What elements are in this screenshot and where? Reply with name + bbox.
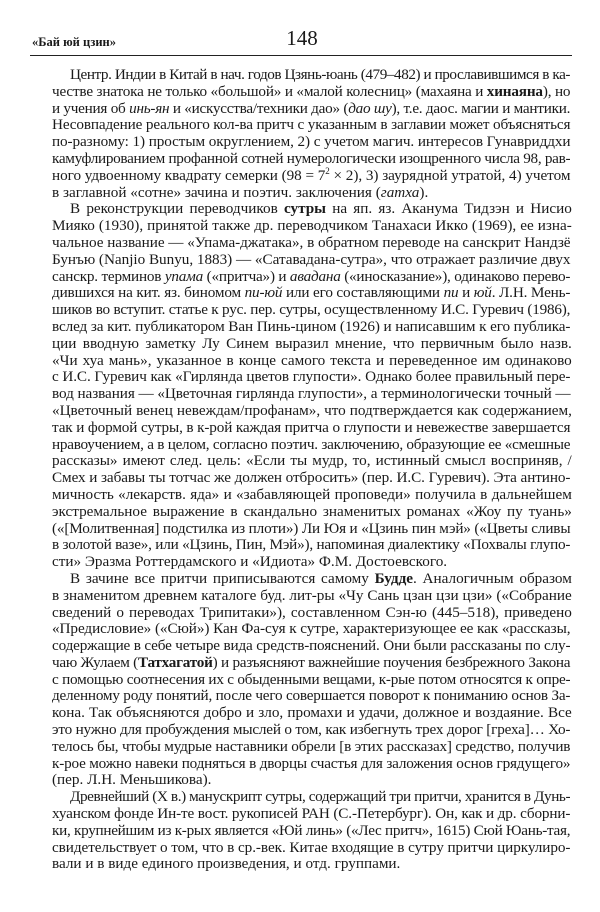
text-line-content — [52, 117, 570, 134]
text-run: по-разному: 1) простым округлением, 2) с учетом магич. интересов Гунавриддхи — [52, 133, 571, 151]
text-line — [52, 134, 572, 151]
text-run: Смех и забавы ты тотчас же должен отбросить» (пер. И.С. Гуревич). Эта антино- — [52, 469, 571, 487]
text-run: ного удвоенному квадрату семерки (98 = 7 — [52, 166, 326, 184]
text-line — [52, 588, 572, 605]
text-line — [52, 101, 572, 118]
text-line-content — [52, 420, 570, 437]
text-line-content — [52, 823, 570, 840]
text-line — [52, 235, 572, 252]
text-run: Бунъю (Nanjio Bunyu, 1883) — «Сатавадана-сутра», что отражает различие двух — [52, 250, 571, 268]
text-run: ). — [419, 183, 429, 201]
text-line — [52, 571, 572, 588]
text-run: . Л.Н. Мень- — [491, 284, 571, 302]
italic-term: пи-юй — [244, 284, 283, 302]
text-run: × 2), 3) заурядной утратой, 4) учетом — [329, 166, 571, 184]
text-line-content — [52, 487, 572, 504]
paragraph — [52, 67, 572, 201]
page-number: 148 — [286, 26, 318, 50]
text-line — [52, 672, 572, 689]
text-line — [52, 201, 572, 218]
text-line — [52, 806, 572, 823]
text-run: рассказы» имеют след. цель: «Если ты мудр, то, истинный смысл восприняв, / — [52, 452, 572, 470]
text-line-content — [52, 521, 570, 538]
italic-term: авадана — [289, 267, 341, 285]
text-line-content — [52, 134, 570, 151]
text-line-content — [52, 84, 570, 101]
bold-term: сутры — [283, 200, 327, 218]
text-line-content — [52, 252, 571, 269]
text-line — [52, 638, 572, 655]
italic-term: гатха — [380, 183, 420, 201]
text-run: сти» Эразма Роттердамского и «Идиота» Ф.М. Достоевского. — [52, 553, 448, 571]
bold-term: хинаяна — [486, 82, 543, 100]
text-line — [52, 84, 572, 101]
text-line — [52, 688, 572, 705]
text-line — [52, 302, 572, 319]
text-run: Мияко (1930), принятой также др. переводчиком Танахаси Икко (1969), ее изна- — [52, 217, 572, 235]
italic-term: юй — [473, 284, 492, 302]
text-line-content — [52, 605, 572, 622]
text-line — [52, 319, 572, 336]
text-line — [52, 856, 572, 873]
text-run: шиков во вступит. статье к рус. пер. сутры, осуществленному И.С. Гуревич (1986), — [52, 301, 571, 319]
text-run: Несовпадение реального кол-ва притч с указанным в заглавии может объясняться — [52, 116, 571, 134]
text-line-content — [52, 554, 447, 571]
text-run: вод названия — «Цветочная гирлянда глупости», а терминологически точный — — [52, 385, 571, 403]
text-run: хуанском фонде Ин-те вост. рукописей РАН (С.-Петербург). Он, как и др. сборни- — [52, 805, 571, 823]
text-line — [52, 117, 572, 134]
text-line-content — [52, 772, 211, 789]
text-run: вали и в виде единого произведения, и отд. группами. — [52, 855, 401, 873]
italic-term: упама — [164, 267, 204, 285]
text-line — [52, 621, 572, 638]
text-line-content — [52, 336, 572, 353]
text-run: «Предисловие» («Сюй») Кан Фа-суя к сутре, характеризующее ее как «рассказы, — [52, 620, 571, 638]
text-run: В реконструкции переводчиков — [70, 200, 284, 218]
text-run: и «искусства/техники дао» ( — [169, 99, 349, 117]
text-line — [52, 403, 572, 420]
running-title: «Бай юй цзин» — [32, 35, 117, 49]
bold-term: Будде — [374, 569, 413, 587]
italic-term: дао шу — [348, 99, 392, 117]
text-line-content — [52, 470, 570, 487]
text-line — [52, 252, 572, 269]
text-line — [52, 823, 572, 840]
text-line — [52, 840, 572, 857]
paragraph — [52, 789, 572, 873]
bold-term: Татхагатой — [137, 653, 213, 671]
text-run: . Аналогичным образом — [413, 569, 572, 587]
text-line-content — [70, 201, 572, 218]
text-line-content — [52, 722, 570, 739]
text-run: Центр. Индии в Китай в нач. годов Цзянь-юань (479–482) и прославившимся в ка- — [70, 66, 571, 83]
text-line — [52, 756, 572, 773]
text-line-content — [52, 353, 572, 370]
text-run: мичность «лекарств. яда» и «забавляющей проповеди» получила в дальнейшем — [52, 485, 572, 503]
page-header — [32, 24, 572, 54]
text-run: или его составляющими — [282, 284, 444, 302]
text-run: к-рое можно навеки подняться в дворцы счастья для заложения основ грядущего» — [52, 754, 571, 772]
text-run: В зачине все притчи приписываются самому — [70, 569, 375, 587]
text-line-content — [52, 285, 570, 302]
text-run: деленному роду понятий, после чего совершается поворот к пониманию основ За- — [52, 687, 571, 705]
text-line-content — [52, 101, 570, 118]
text-line-content — [52, 369, 570, 386]
text-line — [52, 605, 572, 622]
text-run: это нужно для пробуждения мыслей о том, как избегнуть трех дорог [греха]… Хо- — [52, 721, 571, 739]
text-run: ), т.е. даос. магии и мантики. — [391, 99, 571, 117]
italic-term: пи — [443, 284, 459, 302]
text-run: и учения об — [52, 99, 130, 117]
text-run: санскр. терминов — [52, 267, 165, 285]
text-line — [52, 722, 572, 739]
text-line-content — [52, 672, 570, 689]
text-line — [52, 165, 572, 185]
text-line — [52, 420, 572, 437]
text-line — [52, 269, 572, 286]
text-run: содержащие в себе четыре вида средств-пояснений. Они были рассказаны по слу- — [52, 637, 571, 655]
text-line-content — [52, 655, 570, 672]
text-run: телось бы, чтобы мудрые наставники обрели [в этих рассказах] средство, получив — [52, 737, 571, 755]
text-run: с И.С. Гуревич как «Гирлянда цветов глупости». Однако более правильный пере- — [52, 368, 571, 386]
text-run: Древнейший (X в.) манускрипт сутры, содержащий три притчи, хранится в Дунь- — [70, 788, 571, 806]
text-line-content — [52, 386, 570, 403]
text-line-content — [52, 403, 572, 420]
text-line-content — [52, 705, 572, 722]
text-run: в заглавной «сотне» зачина и поэтич. заключения ( — [52, 183, 381, 201]
text-run: дившихся на кит. яз. биномом — [52, 284, 245, 302]
text-line — [52, 705, 572, 722]
text-run: ), но — [542, 82, 571, 100]
text-line — [52, 504, 572, 521]
text-line-content — [52, 856, 400, 873]
text-line — [52, 772, 572, 789]
text-line-content — [52, 151, 570, 168]
text-run: («иносказание»), одинаково перево- — [340, 267, 571, 285]
text-line-content — [52, 185, 428, 202]
text-line-content — [70, 67, 570, 84]
text-line — [52, 336, 572, 353]
text-line — [52, 285, 572, 302]
text-run: («[Молитвенная] подстилка из плоти») Ли Юя и «Цзинь пин мэй» («Цветы сливы — [52, 519, 571, 537]
text-line-content — [52, 806, 570, 823]
text-line-content — [52, 537, 570, 554]
text-line — [52, 386, 572, 403]
text-line-content — [70, 789, 570, 806]
text-line-content — [52, 840, 570, 857]
text-line — [52, 437, 572, 454]
text-line-content — [52, 688, 570, 705]
text-line — [52, 521, 572, 538]
text-line — [52, 789, 572, 806]
text-run: чальное название — «Упама-джатака», в обратном переводе на санскрит Нандзё — [52, 233, 571, 251]
text-run: («притча») и — [203, 267, 290, 285]
text-run: и — [458, 284, 474, 302]
text-line-content — [52, 165, 571, 185]
text-line-content — [52, 638, 570, 655]
text-run: свидетельствует о том, что в ср.-век. Китае входящие в сутру притчи циркулиро- — [52, 838, 571, 856]
text-line-content — [52, 621, 570, 638]
italic-term: инь-ян — [129, 99, 170, 117]
text-run: камуфлированием профанной сотней нумерологически изощренного числа 98, рав- — [52, 149, 571, 167]
text-line-content — [52, 756, 570, 773]
paragraph — [52, 201, 572, 571]
paragraph — [52, 571, 572, 789]
header-rule — [30, 55, 572, 56]
text-line — [52, 151, 572, 168]
body-text — [52, 67, 572, 873]
text-run: сведений о переводах Трипитаки»), составленном Сэн-ю (445–518), приведено — [52, 603, 572, 621]
text-line-content — [70, 571, 572, 588]
text-run: ции вводную заметку Лу Синем выразил мнение, что первичным было назв. — [52, 334, 572, 352]
text-run: чаю Жулаем ( — [52, 653, 138, 671]
text-run: в знаменитом древнем каталоге буд. лит-ры «Чу Сань цзан цзи цзи» («Собрание — [52, 586, 572, 604]
text-run: в золотой вазе», или «Цзинь, Пин, Мэй»), напоминая диалектику «Похвалы глупо- — [52, 536, 571, 554]
text-line-content — [52, 739, 570, 756]
text-line — [52, 218, 572, 235]
text-line — [52, 470, 572, 487]
text-line-content — [52, 319, 570, 336]
text-run: ки, крупнейшим из к-рых является «Юй линь» («Лес притч», 1615) Сюй Юань-тая, — [52, 821, 571, 839]
text-line-content — [52, 218, 572, 235]
text-run: вслед за кит. публикатором Ван Пинь-цином (1926) и написавшим к его публика- — [52, 317, 571, 335]
text-line-content — [52, 437, 570, 454]
text-line — [52, 369, 572, 386]
text-line — [52, 185, 572, 202]
text-line — [52, 487, 572, 504]
text-line — [52, 554, 572, 571]
text-run: на яп. яз. Аканума Тидзэн и Нисио — [326, 200, 572, 218]
text-line — [52, 353, 572, 370]
text-line-content — [52, 588, 572, 605]
text-line — [52, 67, 572, 84]
text-run: честве знатока не только «большой» и «малой колесниц» (махаяна и — [52, 82, 487, 100]
text-run: с помощью соотнесения их с обыденными вещами, к-рые потом относятся к опре- — [52, 670, 571, 688]
text-run: ) и разъясняют важнейшие поучения безбрежного Закона — [212, 653, 571, 671]
text-run: так и формой сутры, в к-рой каждая притча о глупости и невежестве завершается — [52, 418, 571, 436]
text-line — [52, 739, 572, 756]
text-line-content — [52, 269, 570, 286]
superscript: 2 — [325, 165, 330, 176]
text-line-content — [52, 453, 572, 470]
text-run: кона. Так объясняются добро и зло, промахи и удачи, должное и воздаяние. Все — [52, 704, 572, 722]
text-run: экстремальное выражение в скандально знаменитых романах «Жоу пу туань» — [52, 502, 572, 520]
text-line — [52, 537, 572, 554]
text-line-content — [52, 235, 571, 252]
text-line — [52, 453, 572, 470]
text-run: (пер. Л.Н. Меньшикова). — [52, 771, 212, 789]
text-run: «Чи хуа мань», указанное в конце самого текста и переведенное им одинаково — [52, 351, 572, 369]
text-run: нравоучением, а в целом, согласно поэтич. заключению, образующие ее «смешные — [52, 435, 571, 453]
text-line-content — [52, 302, 570, 319]
text-line — [52, 655, 572, 672]
text-line-content — [52, 504, 572, 521]
text-run: «Цветочный венец невеждам/профанам», что подтверждается как содержанием, — [52, 401, 572, 419]
